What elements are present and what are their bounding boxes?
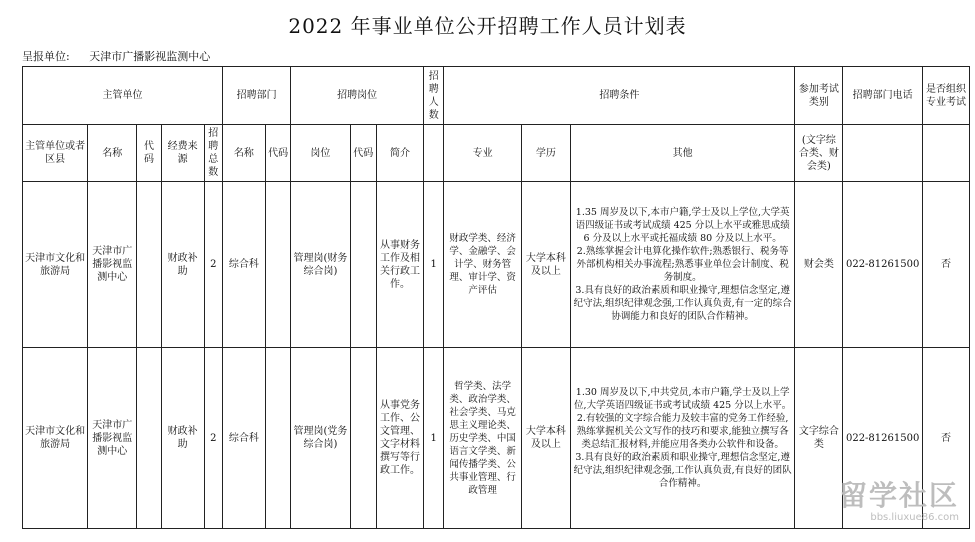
cell-phone: 022-81261500 <box>843 182 923 348</box>
header-code: 代码 <box>137 125 161 182</box>
recruitment-plan-table <box>22 66 970 529</box>
cell-funding: 财政补助 <box>161 182 204 348</box>
cell-exam-type: 文字综合类 <box>795 348 843 529</box>
cell-name: 天津市广播影视监测中心 <box>88 182 137 348</box>
cell-count: 1 <box>423 348 443 529</box>
cell-dept-name: 综合科 <box>222 348 265 529</box>
header-funding: 经费来源 <box>161 125 204 182</box>
report-unit <box>22 48 226 64</box>
header-total: 招聘总数 <box>204 125 222 182</box>
header-post-code: 代码 <box>350 125 377 182</box>
cell-post-code <box>350 182 377 348</box>
cell-total: 2 <box>204 182 222 348</box>
cell-post-code <box>350 348 377 529</box>
report-unit-value: 天津市广播影视监测中心 <box>89 50 211 63</box>
cell-sup-unit: 天津市文化和旅游局 <box>23 348 88 529</box>
header-dept: 招聘部门 <box>222 67 290 125</box>
header-phone: 招聘部门电话 <box>843 67 923 125</box>
cell-total: 2 <box>204 348 222 529</box>
cell-dept-code <box>265 182 291 348</box>
cell-funding: 财政补助 <box>161 348 204 529</box>
watermark-url: bbs.liuxue86.com <box>870 512 959 523</box>
cell-dept-code <box>265 348 291 529</box>
header-edu: 学历 <box>521 125 570 182</box>
cell-code <box>137 348 161 529</box>
watermark-logo-text: 留学社区 <box>838 479 959 512</box>
header-row-sub <box>23 125 970 182</box>
header-other: 其他 <box>570 125 795 182</box>
cell-pro-exam: 否 <box>922 182 969 348</box>
header-name: 名称 <box>88 125 137 182</box>
header-exam-type: 参加考试类别 <box>795 67 843 125</box>
cell-code <box>137 182 161 348</box>
header-row-main <box>23 67 970 125</box>
cell-sup-unit: 天津市文化和旅游局 <box>23 182 88 348</box>
header-exam-note: (文字综合类、财会类) <box>795 125 843 182</box>
header-sup-unit: 主管单位或者区县 <box>23 125 88 182</box>
header-intro: 简介 <box>377 125 424 182</box>
header-post: 招聘岗位 <box>291 67 424 125</box>
cell-exam-type: 财会类 <box>795 182 843 348</box>
header-conditions: 招聘条件 <box>444 67 795 125</box>
condition-line: 3.具有良好的政治素质和职业操守,理想信念坚定,遵纪守法,组织纪律观念强,工作认真负责,有良好的团队合作精神。 <box>573 452 792 489</box>
cell-edu: 大学本科及以上 <box>521 182 570 348</box>
header-post-name: 岗位 <box>291 125 350 182</box>
cell-name: 天津市广播影视监测中心 <box>88 348 137 529</box>
header-dept-code: 代码 <box>265 125 291 182</box>
header-pro-exam-blank <box>922 125 969 182</box>
cell-edu: 大学本科及以上 <box>521 348 570 529</box>
cell-count: 1 <box>423 182 443 348</box>
table-row <box>23 182 970 348</box>
report-unit-label: 呈报单位: <box>22 50 70 63</box>
cell-intro: 从事党务工作、公文管理、文字材料撰写等行政工作。 <box>377 348 424 529</box>
cell-post: 管理岗(财务综合岗) <box>291 182 350 348</box>
cell-major: 财政学类、经济学、金融学、会计学、财务管理、审计学、资产评估 <box>444 182 522 348</box>
page-title: 2022 年事业单位公开招聘工作人员计划表 <box>288 14 687 38</box>
header-dept-name: 名称 <box>222 125 265 182</box>
condition-line: 2.熟练掌握会计电算化操作软件;熟悉银行、税务等外部机构相关办事流程;熟悉事业单位会计制度、税务制度。 <box>576 246 789 283</box>
cell-other <box>570 182 795 348</box>
cell-phone: 022-81261500 <box>843 348 923 529</box>
header-count-blank <box>423 125 443 182</box>
condition-line: 2.有较强的文字综合能力及较丰富的党务工作经验,熟练掌握机关公文写作的技巧和要求,能独立撰写各类总结汇报材料,并能应用各类办公软件和设备。 <box>576 413 789 450</box>
cell-post: 管理岗(党务综合岗) <box>291 348 350 529</box>
cell-other <box>570 348 795 529</box>
condition-line: 3.具有良好的政治素质和职业操守,理想信念坚定,遵纪守法,组织纪律观念强,工作认真负责,有一定的综合协调能力和良好的团队合作精神。 <box>573 285 792 322</box>
header-pro-exam: 是否组织专业考试 <box>922 67 969 125</box>
header-phone-blank <box>843 125 923 182</box>
cell-pro-exam: 否 <box>922 348 969 529</box>
watermark <box>789 480 959 524</box>
header-count: 招聘人数 <box>423 67 443 125</box>
cell-intro: 从事财务工作及相关行政工作。 <box>377 182 424 348</box>
header-supervisor: 主管单位 <box>23 67 223 125</box>
cell-dept-name: 综合科 <box>222 182 265 348</box>
condition-line: 1.30 周岁及以下,中共党员,本市户籍,学士及以上学位,大学英语四级证书或考试成绩 425 分以上水平。 <box>574 387 792 411</box>
condition-line: 1.35 周岁及以下,本市户籍,学士及以上学位,大学英语四级证书或考试成绩 425 分以上水平或雅思成绩 6 分及以上水平或托福成绩 80 分及以上水平。 <box>575 207 790 244</box>
cell-major: 哲学类、法学类、政治学类、社会学类、马克思主义理论类、历史学类、中国语言文学类、新闻传播学类、公共事业管理、行政管理 <box>444 348 522 529</box>
header-major: 专业 <box>444 125 522 182</box>
